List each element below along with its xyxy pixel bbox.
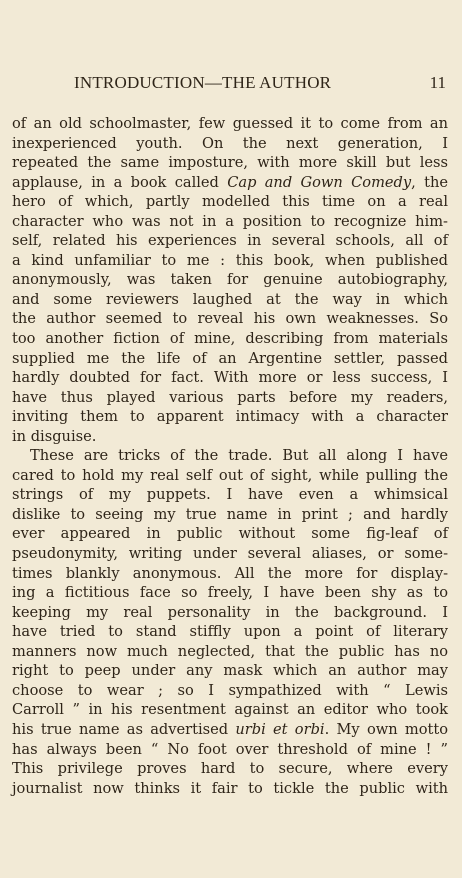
page-header (14, 73, 448, 95)
text-line: and some reviewers laughed at the way in which (12, 290, 448, 308)
text-line: repeated the same imposture, with more skill but less (12, 154, 448, 172)
text-line: strings of my puppets. I have even a whimsical (12, 486, 448, 504)
text-segment: his true name as advertised (12, 720, 236, 738)
running-head: INTRODUCTION—THE AUTHOR (74, 73, 332, 92)
text-line: journalist now thinks it fair to tickle the public with (12, 779, 448, 797)
latin-phrase-italic: urbi et orbi (235, 720, 325, 738)
text-line: a kind unfamiliar to me : this book, when published (12, 251, 448, 269)
book-title-italic: Cap and Gown Comedy (227, 173, 412, 191)
text-line: cared to hold my real self out of sight, while pulling the (12, 466, 448, 484)
text-line: of an old schoolmaster, few guessed it to come from an (12, 115, 448, 132)
text-line: choose to wear ; so I sympathized with “ Lewis (12, 681, 448, 699)
text-line: the author seemed to reveal his own weaknesses. So (12, 310, 448, 328)
text-segment: , the (411, 173, 448, 191)
text-line: These are tricks of the trade. But all along I have (30, 447, 448, 465)
text-line (12, 173, 448, 193)
text-line: pseudonymity, writing under several aliases, or some- (12, 545, 448, 563)
text-line: have thus played various parts before my readers, (12, 388, 448, 406)
page-number: 11 (429, 73, 446, 92)
text-line: Carroll ” in his resentment against an editor who took (12, 701, 448, 719)
text-line: inviting them to apparent intimacy with a character (12, 408, 448, 426)
text-line: times blankly anonymous. All the more for display- (12, 564, 448, 582)
text-line (12, 720, 448, 740)
text-line: character who was not in a position to recognize him- (12, 212, 448, 230)
text-line: dislike to seeing my true name in print ; and hardly (12, 505, 448, 523)
text-line: This privilege proves hard to secure, where every (12, 760, 448, 778)
text-line: supplied me the life of an Argentine settler, passed (12, 349, 448, 367)
text-line: in disguise. (12, 427, 97, 445)
text-line: ever appeared in public without some fig-leaf of (12, 525, 448, 543)
text-line: hero of which, partly modelled this time on a real (12, 193, 448, 211)
text-line: has always been “ No foot over threshold of mine ! ” (12, 740, 448, 758)
text-line: inexperienced youth. On the next generation, I (12, 134, 448, 152)
text-line: manners now much neglected, that the public has no (12, 642, 448, 660)
text-line: have tried to stand stiffly upon a point of literary (12, 623, 448, 641)
text-line: too another fiction of mine, describing from materials (12, 330, 448, 348)
text-line: ing a fictitious face so freely, I have been shy as to (12, 584, 448, 602)
text-line: keeping my real personality in the background. I (12, 603, 448, 621)
text-line: hardly doubted for fact. With more or less success, I (12, 369, 448, 387)
text-line: self, related his experiences in several schools, all of (12, 232, 448, 250)
text-segment: applause, in a book called (12, 173, 228, 191)
text-segment: . My own motto (324, 720, 449, 738)
text-line: right to peep under any mask which an author may (12, 662, 448, 680)
text-line: anonymously, was taken for genuine autobiography, (12, 271, 448, 289)
body-text (12, 114, 448, 798)
